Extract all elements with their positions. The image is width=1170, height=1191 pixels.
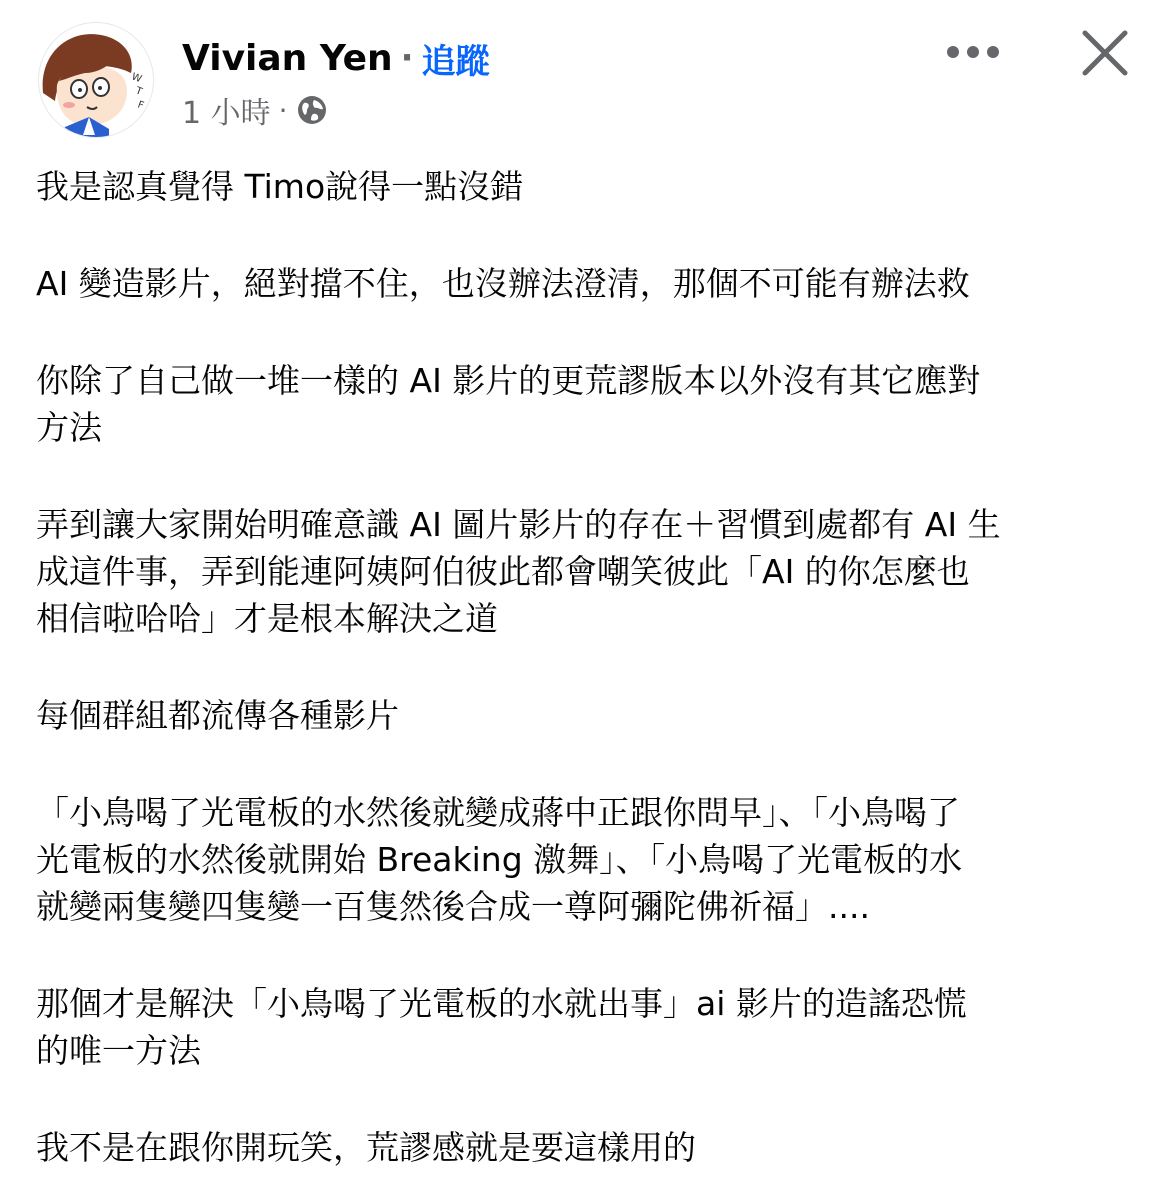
- follow-button[interactable]: 追蹤: [421, 41, 490, 82]
- meta-separator: ·: [278, 93, 288, 127]
- post-timestamp[interactable]: 1 小時: [182, 96, 271, 131]
- globe-icon: [296, 94, 328, 126]
- close-button[interactable]: [1074, 22, 1136, 84]
- post-paragraph: 每個群組都流傳各種影片: [36, 696, 399, 735]
- post-paragraph: AI 變造影片，絕對擋不住，也沒辦法澄清，那個不可能有辦法救: [36, 264, 970, 303]
- post-paragraph: 我不是在跟你開玩笑，荒謬感就是要這樣用的: [36, 1128, 696, 1167]
- post-paragraph: 你除了自己做一堆一樣的 AI 影片的更荒謬版本以外沒有其它應對 方法: [36, 361, 981, 447]
- post-meta: [182, 90, 328, 130]
- avatar-illustration: [39, 23, 154, 138]
- author-line: [182, 34, 490, 82]
- post-paragraph: 弄到讓大家開始明確意識 AI 圖片影片的存在＋習慣到處都有 AI 生 成這件事，弄到能連阿姨阿伯彼此都會嘲笑彼此「AI 的你怎麼也 相信啦哈哈」才是根本解決之道: [36, 505, 1001, 638]
- post-body: [36, 163, 1146, 1171]
- svg-text:T: T: [133, 85, 144, 98]
- avatar[interactable]: [38, 22, 154, 138]
- close-icon: [1082, 30, 1128, 76]
- post-paragraph: 那個才是解決「小鳥喝了光電板的水就出事」ai 影片的造謠恐慌 的唯一方法: [36, 984, 967, 1070]
- more-options-button[interactable]: [940, 30, 1006, 74]
- more-options-icon: [946, 45, 1000, 59]
- post-paragraph: 我是認真覺得 Timo說得一點沒錯: [36, 167, 524, 206]
- svg-text:W: W: [129, 71, 144, 86]
- author-name[interactable]: Vivian Yen: [182, 37, 393, 79]
- separator-dot: ·: [400, 38, 414, 78]
- post-header: [0, 0, 1170, 150]
- svg-text:F: F: [135, 99, 146, 112]
- post-paragraph: 「小鳥喝了光電板的水然後就變成蔣中正跟你問早」、「小鳥喝了 光電板的水然後就開始 Breaking 激舞」、「小鳥喝了光電板的水 就變兩隻變四隻變一百隻然後合成一尊阿彌陀佛祈福」....: [36, 793, 963, 926]
